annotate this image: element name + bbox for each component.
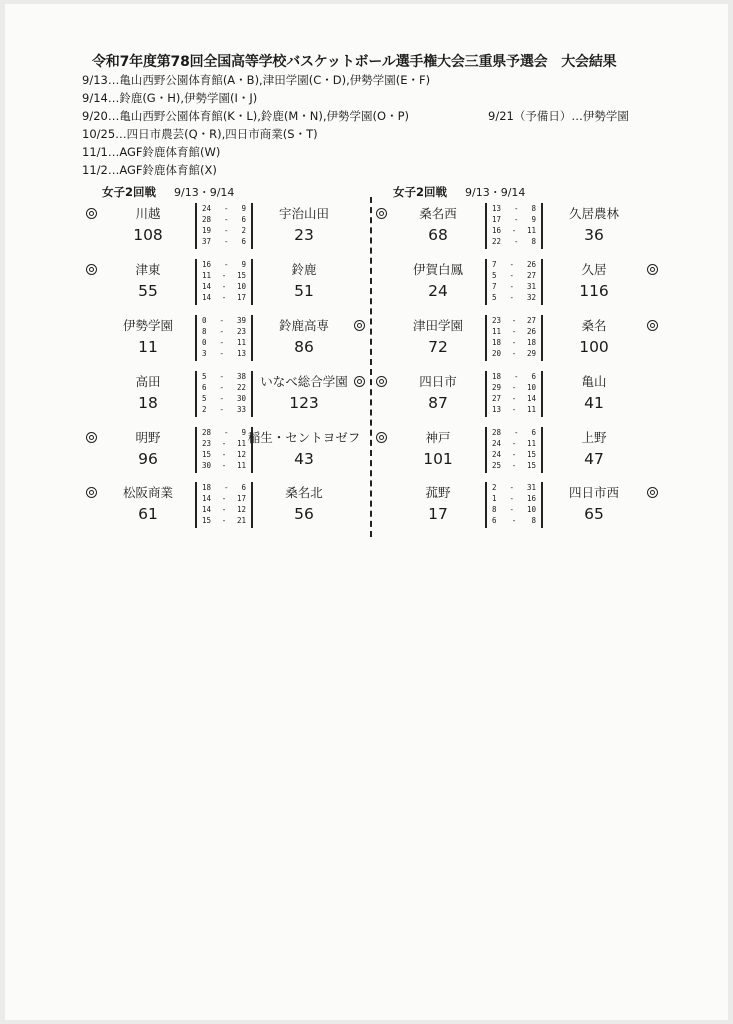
team-name: 津東 [135, 262, 161, 277]
quarter-home-score: 0 [202, 338, 207, 347]
winner-mark-icon [647, 320, 658, 331]
home-team [373, 374, 503, 414]
team-score: 47 [584, 450, 604, 468]
team-name: 津田学園 [412, 318, 463, 333]
section-title: 女子2回戦 [393, 185, 448, 199]
quarter-away-score: 9 [241, 428, 246, 437]
quarter-away-score: 11 [236, 338, 246, 347]
quarter-row [487, 259, 541, 270]
team-name: 松阪商業 [122, 485, 173, 500]
quarter-row [487, 404, 541, 415]
team-score: 61 [138, 505, 158, 523]
quarter-home-score: 11 [202, 271, 212, 280]
quarter-away-score: 6 [241, 483, 246, 492]
team-score: 17 [428, 505, 448, 523]
quarter-row [487, 236, 541, 247]
quarter-away-score: 9 [241, 204, 246, 213]
team-name: 伊勢学園 [122, 318, 173, 333]
quarter-dash: - [511, 383, 517, 392]
home-team [373, 485, 503, 525]
quarter-row [487, 504, 541, 515]
quarter-dash: - [511, 349, 517, 358]
quarter-home-score: 6 [202, 383, 207, 392]
team-score: 41 [584, 394, 604, 412]
schedule-line: 9/13…亀山西野公園体育館(A・B),津田学園(C・D),伊勢学園(E・F) [82, 73, 431, 87]
quarter-away-score: 16 [526, 494, 536, 503]
quarter-home-score: 22 [492, 237, 502, 246]
quarter-dash: - [511, 316, 517, 325]
quarter-away-score: 29 [526, 349, 536, 358]
quarter-dash: - [223, 237, 229, 246]
quarter-away-score: 6 [531, 372, 536, 381]
team-name: 桑名西 [419, 206, 457, 221]
quarter-home-score: 37 [202, 237, 212, 246]
team-name: いなべ総合学園 [260, 374, 348, 389]
quarter-dash: - [513, 428, 519, 437]
home-team [373, 262, 503, 302]
quarter-dash: - [221, 450, 227, 459]
away-team [526, 206, 659, 246]
quarter-home-score: 13 [492, 405, 502, 414]
quarter-home-score: 7 [492, 260, 497, 269]
section-heading [102, 184, 234, 200]
quarter-away-score: 11 [526, 226, 536, 235]
team-name: 亀山 [581, 374, 607, 389]
team-score: 36 [584, 226, 604, 244]
quarter-home-score: 13 [492, 204, 502, 213]
team-score: 51 [294, 282, 314, 300]
quarter-home-score: 5 [492, 293, 497, 302]
quarter-dash: - [219, 383, 224, 392]
quarter-dash: - [511, 226, 517, 235]
quarter-home-score: 27 [492, 394, 502, 403]
quarter-home-score: 23 [202, 439, 212, 448]
quarter-dash: - [509, 260, 514, 269]
quarter-away-score: 6 [531, 428, 536, 437]
section-dates: 9/13・9/14 [174, 186, 235, 199]
quarter-row [487, 292, 541, 303]
team-score: 108 [133, 226, 163, 244]
quarter-home-score: 23 [492, 316, 502, 325]
team-score: 11 [138, 338, 158, 356]
match-row [0, 262, 733, 312]
quarter-away-score: 10 [526, 383, 536, 392]
quarter-away-score: 8 [531, 237, 536, 246]
quarter-away-score: 11 [526, 405, 536, 414]
quarter-dash: - [511, 450, 517, 459]
quarter-row [487, 348, 541, 359]
winner-mark-icon [647, 264, 658, 275]
schedule-line: 9/14…鈴鹿(G・H),伊勢学園(I・J) [82, 91, 258, 105]
quarter-dash: - [219, 372, 224, 381]
quarter-away-score: 23 [236, 327, 246, 336]
team-score: 18 [138, 394, 158, 412]
quarter-home-score: 8 [202, 327, 207, 336]
quarter-dash: - [223, 260, 229, 269]
quarter-row [487, 427, 541, 438]
quarter-home-score: 14 [202, 293, 212, 302]
section-title: 女子2回戦 [102, 185, 157, 199]
winner-mark-icon [376, 432, 387, 443]
quarter-row [487, 270, 541, 281]
quarter-home-score: 18 [492, 338, 502, 347]
quarter-dash: - [511, 338, 517, 347]
team-score: 23 [294, 226, 314, 244]
quarter-dash: - [221, 282, 227, 291]
quarter-home-score: 2 [492, 483, 497, 492]
home-team [373, 430, 503, 470]
quarter-home-score: 28 [202, 215, 212, 224]
team-score: 68 [428, 226, 448, 244]
quarter-dash: - [219, 316, 224, 325]
team-score: 65 [584, 505, 604, 523]
quarter-row [487, 382, 541, 393]
quarter-home-score: 5 [202, 372, 207, 381]
quarter-dash: - [513, 372, 519, 381]
quarter-home-score: 2 [202, 405, 207, 414]
team-name: 稲生・セントヨゼフ [247, 430, 361, 445]
quarter-home-score: 24 [202, 204, 212, 213]
away-team [526, 430, 659, 470]
quarter-dash: - [511, 405, 517, 414]
quarter-away-score: 18 [526, 338, 536, 347]
quarter-dash: - [223, 226, 229, 235]
quarter-dash: - [223, 483, 229, 492]
quarter-row [487, 281, 541, 292]
quarter-dash: - [223, 204, 229, 213]
team-name: 久居 [581, 262, 607, 277]
schedule-line: 11/1…AGF鈴鹿体育館(W) [82, 145, 221, 159]
match-row [0, 318, 733, 368]
quarter-dash: - [219, 405, 224, 414]
quarter-home-score: 29 [492, 383, 502, 392]
team-name: 桑名北 [285, 485, 323, 500]
schedule-line: 11/2…AGF鈴鹿体育館(X) [82, 163, 217, 177]
quarter-away-score: 39 [236, 316, 246, 325]
quarter-away-score: 17 [236, 494, 246, 503]
quarter-away-score: 2 [241, 226, 246, 235]
quarter-away-score: 13 [236, 349, 246, 358]
quarter-row [487, 371, 541, 382]
quarter-away-score: 26 [526, 327, 536, 336]
team-name: 菰野 [425, 485, 451, 500]
quarter-away-score: 38 [236, 372, 246, 381]
quarter-away-score: 15 [526, 461, 536, 470]
quarter-away-score: 8 [531, 516, 536, 525]
away-team [526, 374, 659, 414]
quarter-dash: - [509, 505, 514, 514]
quarter-home-score: 14 [202, 282, 212, 291]
quarter-scores [485, 315, 543, 361]
quarter-dash: - [219, 394, 224, 403]
team-name: 高田 [135, 374, 161, 389]
quarter-home-score: 7 [492, 282, 497, 291]
quarter-row [487, 225, 541, 236]
team-score: 72 [428, 338, 448, 356]
winner-mark-icon [376, 376, 387, 387]
quarter-dash: - [509, 494, 514, 503]
section-heading [393, 184, 525, 200]
team-score: 24 [428, 282, 448, 300]
quarter-home-score: 28 [492, 428, 502, 437]
quarter-away-score: 11 [236, 461, 246, 470]
quarter-scores [485, 371, 543, 417]
quarter-home-score: 24 [492, 450, 502, 459]
quarter-dash: - [513, 237, 519, 246]
quarter-away-score: 6 [241, 237, 246, 246]
quarter-dash: - [219, 349, 224, 358]
quarter-dash: - [219, 338, 224, 347]
quarter-scores [485, 427, 543, 473]
quarter-away-score: 11 [236, 439, 246, 448]
quarter-away-score: 12 [236, 505, 246, 514]
quarter-home-score: 19 [202, 226, 212, 235]
team-score: 55 [138, 282, 158, 300]
quarter-row [487, 214, 541, 225]
section-dates: 9/13・9/14 [465, 186, 526, 199]
quarter-dash: - [221, 271, 227, 280]
quarter-away-score: 27 [526, 271, 536, 280]
home-team [373, 318, 503, 358]
quarter-scores [485, 203, 543, 249]
quarter-home-score: 16 [492, 226, 502, 235]
quarter-dash: - [221, 494, 227, 503]
quarter-dash: - [513, 204, 519, 213]
winner-mark-icon [376, 208, 387, 219]
quarter-dash: - [221, 516, 227, 525]
quarter-dash: - [509, 293, 514, 302]
team-score: 96 [138, 450, 158, 468]
quarter-home-score: 18 [492, 372, 502, 381]
quarter-away-score: 9 [241, 260, 246, 269]
quarter-home-score: 8 [492, 505, 497, 514]
quarter-row [487, 326, 541, 337]
quarter-away-score: 15 [526, 450, 536, 459]
quarter-row [487, 203, 541, 214]
quarter-dash: - [221, 461, 227, 470]
quarter-away-score: 11 [526, 439, 536, 448]
quarter-home-score: 25 [492, 461, 502, 470]
quarter-home-score: 0 [202, 316, 207, 325]
schedule-line: 10/25…四日市農芸(Q・R),四日市商業(S・T) [82, 127, 318, 141]
quarter-dash: - [219, 327, 224, 336]
team-name: 桑名 [581, 318, 607, 333]
quarter-scores [485, 259, 543, 305]
quarter-dash: - [509, 271, 514, 280]
match-row [0, 374, 733, 424]
quarter-dash: - [511, 461, 517, 470]
quarter-home-score: 20 [492, 349, 502, 358]
team-score: 123 [289, 394, 319, 412]
quarter-home-score: 6 [492, 516, 497, 525]
match-row [0, 485, 733, 535]
quarter-away-score: 33 [236, 405, 246, 414]
quarter-dash: - [511, 439, 517, 448]
team-name: 鈴鹿 [291, 262, 317, 277]
team-score: 116 [579, 282, 609, 300]
quarter-home-score: 28 [202, 428, 212, 437]
quarter-row [487, 515, 541, 526]
quarter-row [487, 315, 541, 326]
quarter-row [487, 393, 541, 404]
quarter-dash: - [221, 439, 227, 448]
quarter-home-score: 11 [492, 327, 502, 336]
quarter-dash: - [221, 293, 227, 302]
quarter-away-score: 9 [531, 215, 536, 224]
team-name: 四日市 [419, 374, 457, 389]
team-name: 川越 [135, 206, 161, 221]
quarter-away-score: 31 [526, 282, 536, 291]
quarter-home-score: 16 [202, 260, 212, 269]
team-name: 宇治山田 [278, 206, 329, 221]
team-name: 伊賀白鳳 [412, 262, 463, 277]
quarter-home-score: 14 [202, 494, 212, 503]
team-score: 101 [423, 450, 453, 468]
quarter-row [487, 493, 541, 504]
quarter-dash: - [513, 215, 519, 224]
quarter-away-score: 22 [236, 383, 246, 392]
quarter-away-score: 10 [526, 505, 536, 514]
team-name: 四日市西 [568, 485, 619, 500]
schedule-note: 9/21（予備日）…伊勢学園 [488, 109, 629, 123]
page-title: 令和7年度第78回全国高等学校バスケットボール選手権大会三重県予選会 大会結果 [92, 54, 617, 70]
quarter-dash: - [511, 394, 517, 403]
quarter-dash: - [223, 215, 229, 224]
quarter-row [487, 482, 541, 493]
away-team [526, 485, 659, 525]
quarter-home-score: 3 [202, 349, 207, 358]
quarter-away-score: 17 [236, 293, 246, 302]
quarter-away-score: 32 [526, 293, 536, 302]
schedule-line: 9/20…亀山西野公園体育館(K・L),鈴鹿(M・N),伊勢学園(O・P) [82, 109, 410, 123]
quarter-away-score: 10 [236, 282, 246, 291]
quarter-home-score: 5 [492, 271, 497, 280]
team-name: 上野 [581, 430, 607, 445]
quarter-dash: - [221, 505, 227, 514]
team-name: 鈴鹿高専 [278, 318, 329, 333]
quarter-away-score: 6 [241, 215, 246, 224]
quarter-row [487, 337, 541, 348]
quarter-away-score: 8 [531, 204, 536, 213]
match-row [0, 206, 733, 256]
quarter-home-score: 1 [492, 494, 497, 503]
quarter-home-score: 30 [202, 461, 212, 470]
quarter-scores [485, 482, 543, 528]
home-team [373, 206, 503, 246]
quarter-row [487, 460, 541, 471]
quarter-dash: - [511, 327, 517, 336]
quarter-home-score: 24 [492, 439, 502, 448]
quarter-away-score: 30 [236, 394, 246, 403]
team-score: 87 [428, 394, 448, 412]
team-name: 明野 [135, 430, 161, 445]
quarter-row [487, 449, 541, 460]
team-score: 86 [294, 338, 314, 356]
team-name: 久居農林 [568, 206, 619, 221]
team-score: 100 [579, 338, 609, 356]
team-score: 43 [294, 450, 314, 468]
away-team [526, 262, 659, 302]
quarter-home-score: 14 [202, 505, 212, 514]
quarter-dash: - [223, 428, 229, 437]
quarter-home-score: 15 [202, 450, 212, 459]
away-team [526, 318, 659, 358]
quarter-away-score: 21 [236, 516, 246, 525]
quarter-away-score: 31 [526, 483, 536, 492]
quarter-home-score: 17 [492, 215, 502, 224]
quarter-away-score: 26 [526, 260, 536, 269]
quarter-home-score: 18 [202, 483, 212, 492]
quarter-row [487, 438, 541, 449]
quarter-away-score: 27 [526, 316, 536, 325]
match-row [0, 430, 733, 480]
quarter-away-score: 12 [236, 450, 246, 459]
quarter-home-score: 15 [202, 516, 212, 525]
quarter-away-score: 14 [526, 394, 536, 403]
winner-mark-icon [647, 487, 658, 498]
team-name: 神戸 [425, 430, 451, 445]
quarter-dash: - [509, 483, 514, 492]
quarter-dash: - [511, 516, 517, 525]
quarter-dash: - [509, 282, 514, 291]
team-score: 56 [294, 505, 314, 523]
quarter-home-score: 5 [202, 394, 207, 403]
quarter-away-score: 15 [236, 271, 246, 280]
